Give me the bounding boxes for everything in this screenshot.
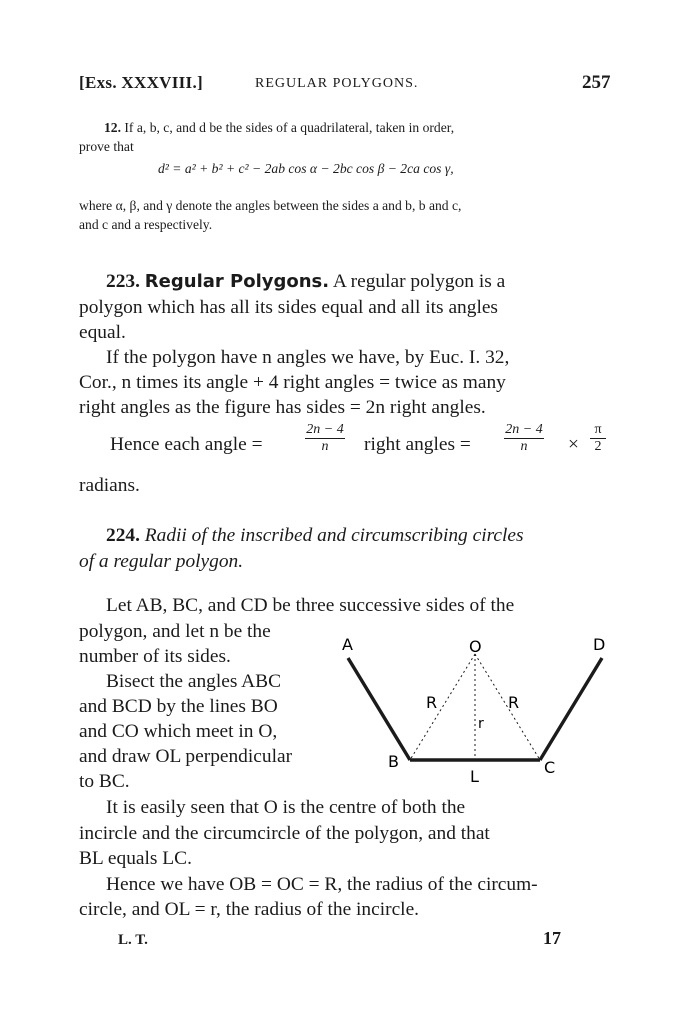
label-A: A <box>342 635 353 654</box>
exercise-12-text: If a, b, c, and d be the sides of a quadrilateral, taken in order, <box>124 120 455 135</box>
section-223-right-angles-text: right angles = <box>364 434 471 455</box>
fraction-pi-numerator: π <box>590 422 606 439</box>
section-224-line6: and CO which meet in O, <box>79 721 278 742</box>
section-224-line11: BL equals LC. <box>79 848 192 869</box>
section-224-line9: It is easily seen that O is the centre of both the <box>106 797 466 818</box>
label-L: L <box>470 767 479 786</box>
section-224-line2: polygon, and let n be the <box>79 621 271 642</box>
label-D: D <box>593 635 606 654</box>
label-R-right: R <box>508 693 520 712</box>
fraction-angle-2-numerator: 2n − 4 <box>505 422 543 437</box>
running-head-exercise-ref: [Exs. XXXVIII.] <box>79 73 203 92</box>
label-C: C <box>544 758 556 777</box>
section-223-line5: Cor., n times its angle + 4 right angles = twice as many <box>79 372 506 393</box>
section-224-heading-line1: Radii of the inscribed and circumscribing circles <box>144 525 524 546</box>
fraction-pi-denominator: 2 <box>594 439 602 454</box>
section-224-line13: circle, and OL = r, the radius of the incircle. <box>79 899 420 920</box>
section-224-line10: incircle and the circumcircle of the polygon, and that <box>79 823 490 844</box>
fraction-angle-numerator: 2n − 4 <box>306 422 344 437</box>
running-head-title: REGULAR POLYGONS. <box>255 76 419 91</box>
section-224-line8: to BC. <box>79 771 130 792</box>
times-sign: × <box>568 434 579 455</box>
section-223-line1-rest: A regular polygon is a <box>332 271 506 292</box>
section-224-heading-line2: of a regular polygon. <box>79 551 244 572</box>
section-223-line3: equal. <box>79 322 126 343</box>
sheet-number: 17 <box>543 928 561 948</box>
section-223-line4: If the polygon have n angles we have, by Euc. I. 32, <box>106 347 510 368</box>
section-224-first-line <box>106 524 524 548</box>
exercise-12-line2: prove that <box>79 139 134 154</box>
section-224-line5: and BCD by the lines BO <box>79 696 278 717</box>
section-223-number: 223. <box>106 271 140 292</box>
section-224-line1: Let AB, BC, and CD be three successive sides of the <box>106 595 515 616</box>
segment-OB <box>410 654 475 760</box>
fraction-pi-over-2 <box>590 422 606 455</box>
signature-mark: L. T. <box>118 932 148 948</box>
section-223-hence-text: Hence each angle = <box>110 434 263 455</box>
label-R-left: R <box>426 693 438 712</box>
fraction-angle-2-denominator: n <box>520 439 528 454</box>
label-O: O <box>469 637 482 656</box>
side-CD <box>540 658 602 760</box>
section-223-line2: polygon which has all its sides equal and all its angles <box>79 297 498 318</box>
fraction-angle <box>305 422 345 455</box>
exercise-12-number: 12. <box>104 120 121 135</box>
side-AB <box>348 658 410 760</box>
exercise-12-line1 <box>104 118 454 137</box>
section-224-number: 224. <box>106 525 140 546</box>
section-224-line4: Bisect the angles ABC <box>106 671 282 692</box>
polygon-figure <box>330 630 630 790</box>
section-224-line3: number of its sides. <box>79 646 231 667</box>
section-224-line12: Hence we have OB = OC = R, the radius of the circum- <box>106 874 538 895</box>
exercise-12-line3: where α, β, and γ denote the angles between the sides a and b, b and c, <box>79 198 462 213</box>
exercise-12-formula: d² = a² + b² + c² − 2ab cos α − 2bc cos β − 2ca cos γ, <box>158 161 454 176</box>
section-223-radians: radians. <box>79 475 140 496</box>
section-223-heading: Regular Polygons. <box>144 271 330 292</box>
label-B: B <box>388 752 399 771</box>
section-223-line6: right angles as the figure has sides = 2n right angles. <box>79 397 486 418</box>
section-223-first-line <box>106 270 505 294</box>
section-224-line7: and draw OL perpendicular <box>79 746 293 767</box>
fraction-angle-denominator: n <box>321 439 329 454</box>
label-r: r <box>478 716 484 732</box>
fraction-angle-2 <box>504 422 544 455</box>
page-number: 257 <box>582 72 611 93</box>
exercise-12-line4: and c and a respectively. <box>79 217 213 232</box>
